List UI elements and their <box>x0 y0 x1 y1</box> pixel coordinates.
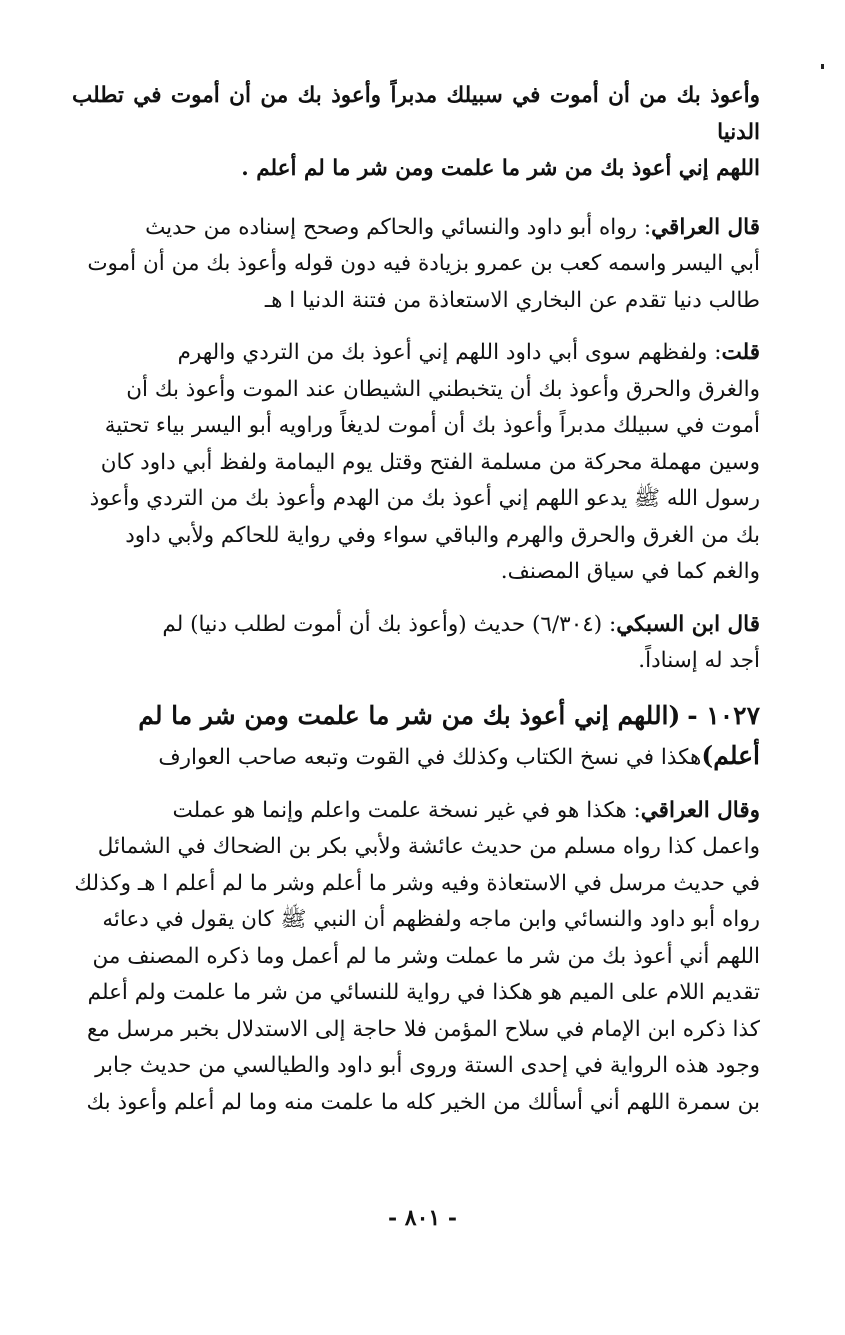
text-line: في حديث مرسل في الاستعاذة وفيه وشر ما أعلم وشر ما لم أعلم ا هـ وكذلك <box>74 870 760 896</box>
text-line: بك من الغرق والحرق والهرم والباقي سواء وفي رواية للحاكم ولأبي داود <box>125 522 760 548</box>
subki-note <box>72 607 760 680</box>
text-line: تقديم اللام على الميم هو هكذا في رواية للنسائي من شر ما علمت ولم أعلم <box>87 980 760 1005</box>
hadith-title-line-1: (اللهم إني أعوذ بك من شر ما علمت ومن شر ما لم <box>138 700 681 730</box>
speaker-label: وقال العراقي <box>640 797 760 823</box>
text-line: رسول الله ﷺ يدعو اللهم إني أعوذ بك من الهدم وأعوذ بك من التردي وأعوذ <box>89 486 760 511</box>
iraqi-commentary <box>72 210 760 320</box>
text-line: : (٦/٣٠٤) حديث (وأعوذ بك أن أموت لطلب دنيا) لم <box>162 611 617 637</box>
text-line: : هكذا هو في غير نسخة علمت واعلم وإنما هو عملت <box>172 797 641 823</box>
hadith-source-note: هكذا في نسخ الكتاب وكذلك في القوت وتبعه صاحب العوارف <box>158 745 702 770</box>
text-line: طالب دنيا تقدم عن البخاري الاستعاذة من فتنة الدنيا ا هـ <box>264 287 760 313</box>
text-line: رواه أبو داود والنسائي وابن ماجه ولفظهم أن النبي ﷺ كان يقول في دعائه <box>102 907 760 932</box>
intro-line-1: وأعوذ بك من أن أموت في سبيلك مدبراً وأعوذ بك من أن أموت في تطلب الدنيا <box>72 83 760 145</box>
text-line: واعمل كذا رواه مسلم من حديث عائشة ولأبي بكر بن الضحاك في الشمائل <box>97 834 760 859</box>
text-line: أجد له إسناداً. <box>638 648 760 673</box>
speaker-label: قال ابن السبكي <box>616 611 760 637</box>
author-note <box>72 335 760 591</box>
text-line: بن سمرة اللهم أني أسألك من الخير كله ما علمت منه وما لم أعلم وأعوذ بك <box>86 1089 760 1115</box>
hadith-title-line-2: أعلم) <box>701 741 760 770</box>
page-number: - ٨٠١ - <box>387 1205 458 1231</box>
speaker-label: قال العراقي <box>651 214 760 240</box>
text-line: والغرق والحرق وأعوذ بك أن يتخبطني الشيطان عند الموت وأعوذ بك أن <box>126 376 760 402</box>
text-line: والغم كما في سياق المصنف. <box>500 559 760 584</box>
intro-line-2: اللهم إني أعوذ بك من شر ما علمت ومن شر ما لم أعلم . <box>241 156 760 181</box>
text-line: أبي اليسر واسمه كعب بن عمرو بزيادة فيه دون قوله وأعوذ بك من أن أموت <box>87 251 760 276</box>
speaker-label: قلت <box>721 340 760 365</box>
text-line: أموت في سبيلك مدبراً وأعوذ بك أن أموت لديغاً وراويه أبو اليسر بياء تحتية <box>104 413 760 438</box>
hadith-number: ١٠٢٧ - <box>687 700 760 730</box>
text-line: وسين مهملة محركة من مسلمة الفتح وقتل يوم اليمامة ولفظ أبي داود كان <box>100 449 760 475</box>
margin-dot <box>821 64 824 69</box>
hadith-heading <box>72 696 760 777</box>
text-line: كذا ذكره ابن الإمام في سلاح المؤمن فلا حاجة إلى الاستدلال بخبر مرسل مع <box>86 1016 760 1042</box>
document-body <box>72 78 760 1121</box>
intro-paragraph <box>72 78 760 188</box>
text-line: وجود هذه الرواية في إحدى الستة وروى أبو داود والطيالسي من حديث جابر <box>95 1053 760 1078</box>
text-line: : رواه أبو داود والنسائي والحاكم وصحح إسناده من حديث <box>145 214 652 240</box>
text-line: اللهم أني أعوذ بك من شر ما عملت وشر ما لم أعمل وما ذكره المصنف من <box>92 943 760 969</box>
iraqi-commentary-2 <box>72 793 760 1122</box>
text-line: : ولفظهم سوى أبي داود اللهم إني أعوذ بك من التردي والهرم <box>177 340 722 365</box>
